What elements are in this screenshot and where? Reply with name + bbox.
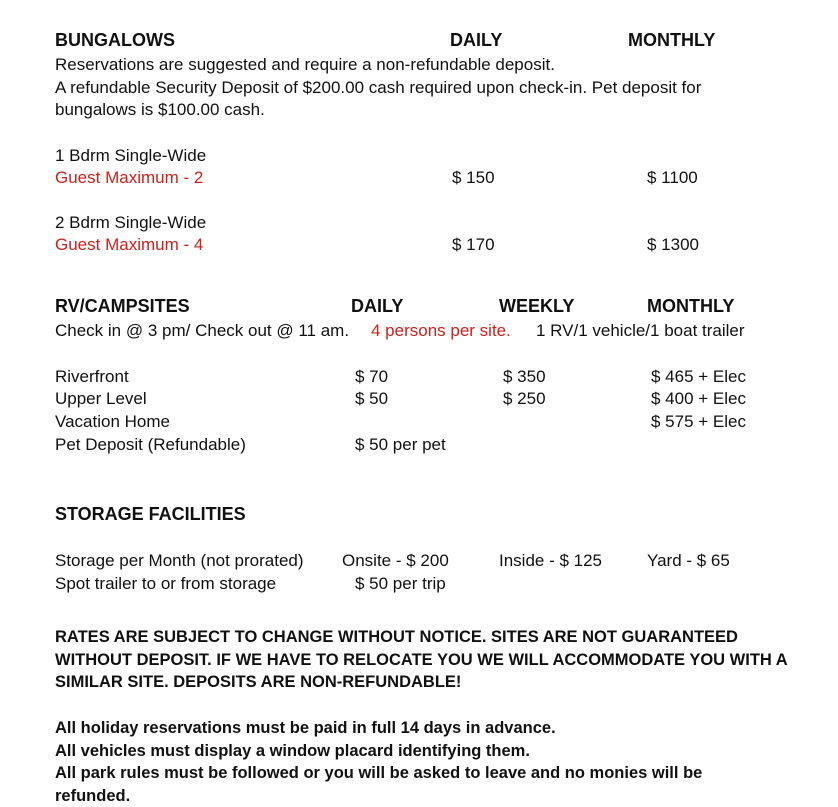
rv-row-riverfront-name: Riverfront [55, 367, 129, 386]
persons-per-site: 4 persons per site. [371, 321, 511, 340]
bungalow-1-monthly-rate: $ 1100 [647, 168, 698, 187]
vehicle-limit: 1 RV/1 vehicle/1 boat trailer [536, 321, 745, 340]
rule-park-rules: All park rules must be followed or you will be asked to leave and no monies will be refunded. [55, 764, 703, 805]
rv-row-upper-weekly: $ 250 [503, 389, 546, 408]
rv-row-upper-name: Upper Level [55, 389, 147, 408]
bungalow-2-name: 2 Bdrm Single-Wide [55, 213, 207, 232]
storage-yard-rate: Yard - $ 65 [647, 551, 730, 570]
rv-row-pet-daily: $ 50 per pet [355, 435, 446, 454]
bungalows-daily-header: DAILY [450, 30, 503, 50]
rv-row-riverfront-monthly: $ 465 + Elec [651, 367, 746, 386]
bungalow-2-daily-rate: $ 170 [452, 235, 495, 254]
bungalows-monthly-header: MONTHLY [628, 30, 716, 50]
rule-holiday-payment: All holiday reservations must be paid in full 14 days in advance. [55, 719, 556, 737]
rv-row-riverfront-weekly: $ 350 [503, 367, 546, 386]
rv-row-pet-name: Pet Deposit (Refundable) [55, 435, 246, 454]
security-deposit-note: A refundable Security Deposit of $200.00 cash required upon check-in. Pet deposit for [55, 78, 702, 97]
rv-row-upper-monthly: $ 400 + Elec [651, 389, 746, 408]
rv-row-upper-daily: $ 50 [355, 389, 389, 408]
rv-row-riverfront-daily: $ 70 [355, 367, 389, 386]
storage-onsite-rate: Onsite - $ 200 [342, 551, 449, 570]
spot-trailer-label: Spot trailer to or from storage [55, 574, 277, 593]
pet-deposit-note: bungalows is $100.00 cash. [55, 100, 265, 119]
storage-inside-rate: Inside - $ 125 [499, 551, 603, 570]
checkin-times: Check in @ 3 pm/ Check out @ 11 am. [55, 321, 350, 340]
rv-daily-header: DAILY [351, 296, 404, 316]
rv-row-vacation-monthly: $ 575 + Elec [651, 412, 746, 431]
rv-heading: RV/CAMPSITES [55, 296, 190, 316]
reservation-note: Reservations are suggested and require a non-refundable deposit. [55, 55, 555, 74]
bungalow-1-name: 1 Bdrm Single-Wide [55, 146, 207, 165]
bungalow-2-guest-max: Guest Maximum - 4 [55, 235, 204, 254]
storage-heading: STORAGE FACILITIES [55, 504, 246, 524]
storage-month-label: Storage per Month (not prorated) [55, 551, 304, 570]
bungalows-heading: BUNGALOWS [55, 30, 175, 50]
rates-warning: RATES ARE SUBJECT TO CHANGE WITHOUT NOTICE. SITES ARE NOT GUARANTEED WITHOUT DEPOSIT. IF WE HAVE TO RELOCATE YOU WE WILL ACCOMMODATE YOU WITH A SIMILAR SITE. DEPOSITS ARE NON-REFUNDABLE! [55, 628, 788, 691]
rv-row-vacation-name: Vacation Home [55, 412, 170, 431]
rv-monthly-header: MONTHLY [647, 296, 735, 316]
rv-weekly-header: WEEKLY [499, 296, 575, 316]
rule-window-placard: All vehicles must display a window placard identifying them. [55, 742, 530, 760]
bungalow-1-guest-max: Guest Maximum - 2 [55, 168, 204, 187]
bungalow-1-daily-rate: $ 150 [452, 168, 495, 187]
bungalow-2-monthly-rate: $ 1300 [647, 235, 699, 254]
spot-trailer-rate: $ 50 per trip [355, 574, 446, 593]
